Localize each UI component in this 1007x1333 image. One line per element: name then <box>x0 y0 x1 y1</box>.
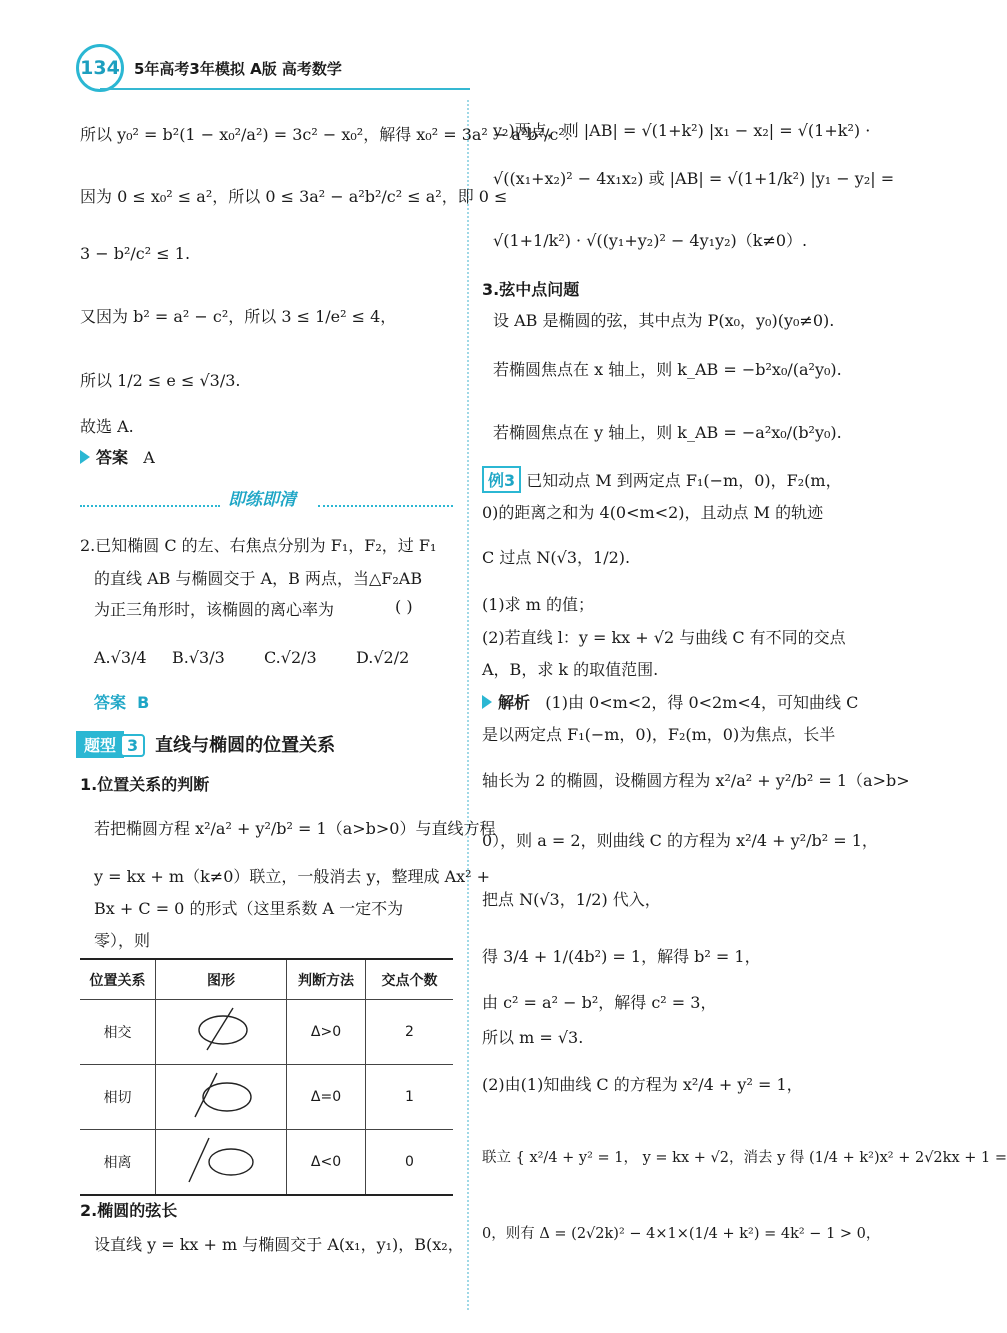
table-row <box>80 1000 453 1065</box>
count-cell: 0 <box>366 1130 454 1196</box>
type-tag: 题型 <box>76 731 124 758</box>
table-row <box>80 1065 453 1130</box>
chord-length-line-2: √((x₁+x₂)² − 4x₁x₂) 或 |AB| = √(1+1/k²) |y₁ − y₂| = <box>493 169 895 188</box>
tangent-diagram <box>181 1069 261 1121</box>
type-title: 直线与椭圆的位置关系 <box>155 735 336 756</box>
figure-cell <box>156 1065 287 1130</box>
subsection-3-para-2: 若椭圆焦点在 x 轴上，则 k_AB = −b²x₀/(a²y₀). <box>493 360 842 379</box>
solution-line-1 <box>482 690 858 713</box>
answer-row <box>80 445 155 468</box>
count-cell: 2 <box>366 1000 454 1065</box>
count-cell: 1 <box>366 1065 454 1130</box>
figure-cell <box>156 1000 287 1065</box>
derivation-line-4: 又因为 b² = a² − c²，所以 3 ≤ 1/e² ≤ 4， <box>80 307 397 326</box>
solution-line-3: 轴长为 2 的椭圆，设椭圆方程为 x²/a² + y²/b² = 1（a>b> <box>482 771 910 790</box>
method-cell: Δ=0 <box>287 1065 366 1130</box>
solution-line-8: 所以 m = √3. <box>482 1028 584 1047</box>
method-cell: Δ<0 <box>287 1130 366 1196</box>
answer-value: A <box>143 448 155 467</box>
subsection-2-para-1: 设直线 y = kx + m 与椭圆交于 A(x₁，y₁)，B(x₂， <box>94 1235 464 1254</box>
position-relation-table <box>80 958 453 1196</box>
option-b[interactable]: B.√3/3 <box>172 648 225 667</box>
subsection-3-para-3: 若椭圆焦点在 y 轴上，则 k_AB = −a²x₀/(b²y₀). <box>493 423 842 442</box>
solution-label: 解析 <box>498 693 531 712</box>
q2-answer-row <box>94 690 149 713</box>
q2-answer-value: B <box>137 693 150 712</box>
solution-line-2: 是以两定点 F₁(−m，0)，F₂(m，0)为焦点，长半 <box>482 725 836 744</box>
subsection-1-para-3: Bx + C = 0 的形式（这里系数 A 一定不为 <box>94 899 404 918</box>
example-3-question-2a: (2)若直线 l：y = kx + √2 与曲线 C 有不同的交点 <box>482 628 846 647</box>
method-cell: Δ>0 <box>287 1000 366 1065</box>
subsection-2-title: 2.椭圆的弦长 <box>80 1201 178 1220</box>
section-type-bar <box>76 731 335 759</box>
figure-cell <box>156 1130 287 1196</box>
practice-divider-left <box>80 505 220 507</box>
solution-line-9: (2)由(1)知曲线 C 的方程为 x²/4 + y² = 1， <box>482 1075 803 1094</box>
page-number: 134 <box>76 44 124 92</box>
derivation-line-2: 因为 0 ≤ x₀² ≤ a²，所以 0 ≤ 3a² − a²b²/c² ≤ a²，即 0 ≤ <box>80 187 508 206</box>
example-3-line-2: 0)的距离之和为 4(0<m<2)，且动点 M 的轨迹 <box>482 503 824 522</box>
answer-arrow-icon <box>80 450 90 464</box>
example-tag: 例3 <box>482 466 521 493</box>
chord-length-line-1: y₂)两点，则 |AB| = √(1+k²) |x₁ − x₂| = √(1+k²) · <box>493 121 871 140</box>
derivation-line-1: 所以 y₀² = b²(1 − x₀²/a²) = 3c² − x₀²，解得 x₀² = 3a² − a²b²/c². <box>80 125 570 144</box>
practice-title: 即练即清 <box>228 490 296 510</box>
option-d[interactable]: D.√2/2 <box>356 648 410 667</box>
example-3-line-1 <box>482 466 842 493</box>
solution-line-10: 联立 { x²/4 + y² = 1， y = kx + √2，消去 y 得 (1/4 + k²)x² + 2√2kx + 1 = <box>482 1150 1007 1166</box>
header-rule <box>100 88 470 90</box>
derivation-line-5: 所以 1/2 ≤ e ≤ √3/3. <box>80 371 241 390</box>
option-c[interactable]: C.√2/3 <box>264 648 317 667</box>
relation-cell: 相切 <box>80 1065 156 1130</box>
example-3-question-1: (1)求 m 的值； <box>482 595 595 614</box>
example-3-text-1: 已知动点 M 到两定点 F₁(−m，0)，F₂(m， <box>526 471 842 490</box>
solution-line-6: 得 3/4 + 1/(4b²) = 1，解得 b² = 1， <box>482 947 761 966</box>
solution-line-11: 0，则有 Δ = (2√2k)² − 4×1×(1/4 + k²) = 4k² − 1 > 0， <box>482 1226 881 1242</box>
practice-divider-right <box>318 505 453 507</box>
subsection-3-para-1: 设 AB 是椭圆的弦，其中点为 P(x₀，y₀)(y₀≠0). <box>493 311 835 330</box>
question-2-line-2: 的直线 AB 与椭圆交于 A，B 两点，当△F₂AB <box>94 569 423 588</box>
relation-cell: 相离 <box>80 1130 156 1196</box>
solution-text-1: (1)由 0<m<2，得 0<2m<4，可知曲线 C <box>545 693 859 712</box>
subsection-1-title: 1.位置关系的判断 <box>80 775 210 794</box>
derivation-line-6: 故选 A. <box>80 417 134 436</box>
type-number: 3 <box>120 734 145 757</box>
solution-line-5: 把点 N(√3，1/2) 代入， <box>482 890 661 909</box>
solution-line-4: 0），则 a = 2，则曲线 C 的方程为 x²/4 + y²/b² = 1， <box>482 831 878 850</box>
subsection-1-para-2: y = kx + m（k≠0）联立，一般消去 y，整理成 Ax² + <box>94 867 491 886</box>
book-title: 5年高考3年模拟 A版 高考数学 <box>134 60 342 78</box>
table-row <box>80 1130 453 1196</box>
subsection-1-para-4: 零），则 <box>94 931 151 950</box>
relation-cell: 相交 <box>80 1000 156 1065</box>
column-divider <box>467 100 469 1310</box>
example-3-line-3: C 过点 N(√3，1/2). <box>482 548 631 567</box>
subsection-1-para-1: 若把椭圆方程 x²/a² + y²/b² = 1（a>b>0）与直线方程 <box>94 819 496 838</box>
table-header-row <box>80 959 453 1000</box>
solution-arrow-icon <box>482 695 492 709</box>
subsection-3-title: 3.弦中点问题 <box>482 280 580 299</box>
table-header: 图形 <box>156 959 287 1000</box>
question-2-paren: ( ) <box>395 597 413 616</box>
example-3-question-2b: A，B，求 k 的取值范围. <box>482 660 659 679</box>
derivation-line-3: 3 − b²/c² ≤ 1. <box>80 244 191 263</box>
q2-answer-label: 答案 <box>94 693 127 712</box>
chord-length-line-3: √(1+1/k²) · √((y₁+y₂)² − 4y₁y₂)（k≠0）. <box>493 231 808 250</box>
question-2-line-3: 为正三角形时，该椭圆的离心率为 <box>94 600 335 619</box>
option-a[interactable]: A.√3/4 <box>94 648 147 667</box>
table-header: 交点个数 <box>366 959 454 1000</box>
table-header: 判断方法 <box>287 959 366 1000</box>
solution-line-7: 由 c² = a² − b²，解得 c² = 3， <box>482 993 717 1012</box>
question-2-line-1: 2.已知椭圆 C 的左、右焦点分别为 F₁，F₂，过 F₁ <box>80 536 437 555</box>
intersect-diagram <box>181 1004 261 1056</box>
separate-diagram <box>181 1134 261 1186</box>
answer-label: 答案 <box>96 448 129 467</box>
table-header: 位置关系 <box>80 959 156 1000</box>
